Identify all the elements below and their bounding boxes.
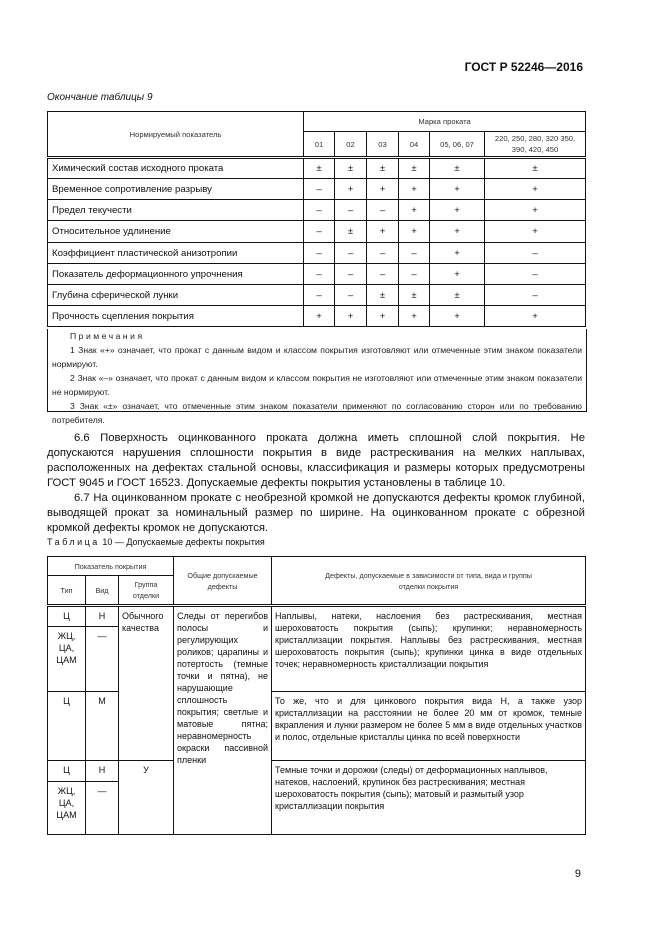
table-row [48,243,586,264]
cell-value: ± [367,158,399,179]
cell-general: Следы от перегибов полосы и регулирующих роликов; царапины и потертость (темные точки и пятна), не нарушающие сплошность покрытия; светлые и матовые пятна; неравномерность окраски пассивной пленки [174,606,272,835]
column-header-grade: Марка проката [304,112,586,132]
page-number: 9 [574,868,581,880]
cell-value: ± [399,158,430,179]
cell-kind: Н [86,606,119,627]
paragraph-text: 6.7 На оцинкованном прокате с необрезной кромкой не допускаются дефекты кромок глубиной, выводящей прокат за номинальный размер по ширине. На оцинкованном прокате с обрезной кромкой дефекты кромок не допускаются. [47,492,585,534]
notes-title: Примечания [70,331,145,341]
table-10-caption [47,537,265,547]
cell-value: – [304,243,335,264]
note: 1 Знак «+» означает, что прокат с данным видом и классом покрытия изготовляют или отмеченные этим знаком показатели нормируют. [52,345,582,369]
cell-value: + [367,179,399,200]
cell-value: + [430,264,485,285]
cell-type: Ц [48,761,86,782]
cell-type: Ц [48,692,86,761]
cell-group: У [119,761,174,835]
paragraph-text: 6.6 Поверхность оцинкованного проката должна иметь сплошной слой покрытия. Не допускаются нарушения сплошности покрытия в виде растрескивания на мелких наплывах, расположенных на дефектах стальной основы, классификация и размеры которых предусмотрены ГОСТ 9045 и ГОСТ 16523. Допускаемые дефекты покрытия установлены в таблице 10. [47,432,585,489]
cell-value: + [304,306,335,327]
cell-value: – [485,285,586,306]
cell-value: – [399,264,430,285]
cell-value: + [399,200,430,221]
cell-value: ± [485,158,586,179]
table-row [48,221,586,243]
header-defects: Дефекты, допускаемые в зависимости от типа, вида и группы отделки покрытия [272,557,586,606]
cell-kind: — [86,627,119,692]
cell-value: ± [335,221,367,243]
cell-value: + [367,221,399,243]
document-id: ГОСТ Р 52246—2016 [464,60,583,74]
cell-kind: Н [86,761,119,782]
cell-value: – [304,179,335,200]
paragraph-6-7 [47,491,585,536]
cell-value: + [399,179,430,200]
column-header-param: Нормируемый показатель [48,112,304,158]
cell-value: ± [335,158,367,179]
row-label: Коэффициент пластической анизотропии [48,243,304,264]
row-label: Прочность сцепления покрытия [48,306,304,327]
cell-value: – [304,264,335,285]
row-label: Временное сопротивление разрыву [48,179,304,200]
row-label: Предел текучести [48,200,304,221]
cell-value: + [430,200,485,221]
cell-type: ЖЦ, ЦА, ЦАМ [48,627,86,692]
row-label: Показатель деформационного упрочнения [48,264,304,285]
table-9 [47,111,586,327]
caption-prefix: Таблица [47,537,100,547]
cell-value: – [304,221,335,243]
grade-header: 05, 06, 07 [430,132,485,158]
cell-value: – [335,264,367,285]
table-row [48,200,586,221]
cell-group: Обычного качества [119,606,174,761]
cell-value: + [430,179,485,200]
header-type: Тип [48,576,86,606]
table-row [48,264,586,285]
cell-value: ± [367,285,399,306]
header-general: Общие допускаемые дефекты [174,557,272,606]
paragraph-6-6 [47,431,585,491]
grade-header: 01 [304,132,335,158]
cell-defects: То же, что и для цинкового покрытия вида Н, а также узор кристаллизации на расстоянии не более 20 мм от кромок, темные вкрапления и лунки размером не более 5 мм в виде отдельных участков и полос, отдельные кристаллы цинка по всей поверхности [272,692,586,761]
cell-value: – [304,285,335,306]
cell-kind: М [86,692,119,761]
note: 2 Знак «–» означает, что прокат с данным видом и классом покрытия не изготовляют или отмеченные этим знаком показатели не нормируют. [52,373,582,397]
header-indicator: Показатель покрытия [48,557,174,576]
cell-value: + [399,306,430,327]
caption-text: 10 — Допускаемые дефекты покрытия [102,537,265,547]
table-row [48,306,586,327]
cell-value: + [485,306,586,327]
cell-value: ± [399,285,430,306]
cell-value: ± [430,285,485,306]
cell-defects: Наплывы, натеки, наслоения без растрескивания, местная шероховатость покрытия (сыпь); крупинки; неравномерность кристаллизации покрытия. Наплывы без растрескивания, местная шероховатость покрытия (сыпь); крупинки цинка в виде отдельных точек; неравномерность кристаллизации покрытия [272,606,586,692]
cell-value: – [304,200,335,221]
cell-value: + [485,221,586,243]
cell-value: + [430,221,485,243]
cell-value: ± [430,158,485,179]
grade-header: 02 [335,132,367,158]
cell-defects: Темные точки и дорожки (следы) от деформационных наплывов, натеков, наслоений, крупинок без растрескивания; местная шероховатость покрытия (сыпь); матовый и размытый узор кристаллизации покрытия [272,761,586,835]
table-row [48,179,586,200]
cell-value: – [367,243,399,264]
table-continuation-label: Окончание таблицы 9 [47,92,153,103]
grade-header: 03 [367,132,399,158]
row-label: Относительное удлинение [48,221,304,243]
row-label: Глубина сферической лунки [48,285,304,306]
table-row [48,158,586,179]
cell-value: + [485,200,586,221]
cell-value: + [335,179,367,200]
cell-value: – [335,200,367,221]
cell-value: – [335,243,367,264]
cell-value: – [367,264,399,285]
cell-value: + [399,221,430,243]
cell-value: – [367,200,399,221]
table-notes [47,329,587,425]
grade-header: 04 [399,132,430,158]
row-label: Химический состав исходного проката [48,158,304,179]
cell-value: + [430,243,485,264]
cell-kind: — [86,782,119,835]
cell-value: – [485,264,586,285]
header-group: Группа отделки [119,576,174,606]
table-row [48,285,586,306]
cell-value: + [335,306,367,327]
cell-type: Ц [48,606,86,627]
cell-value: – [485,243,586,264]
cell-value: + [430,306,485,327]
cell-value: – [335,285,367,306]
cell-value: + [367,306,399,327]
header-kind: Вид [86,576,119,606]
cell-type: ЖЦ, ЦА, ЦАМ [48,782,86,835]
cell-value: – [399,243,430,264]
note: 3 Знак «±» означает, что отмеченные этим знаком показатели применяют по согласованию сторон или по требованию потребителя. [52,401,582,425]
cell-value: ± [304,158,335,179]
table-10 [47,556,586,835]
cell-value: + [485,179,586,200]
grade-header: 220, 250, 280, 320 350, 390, 420, 450 [485,132,586,158]
